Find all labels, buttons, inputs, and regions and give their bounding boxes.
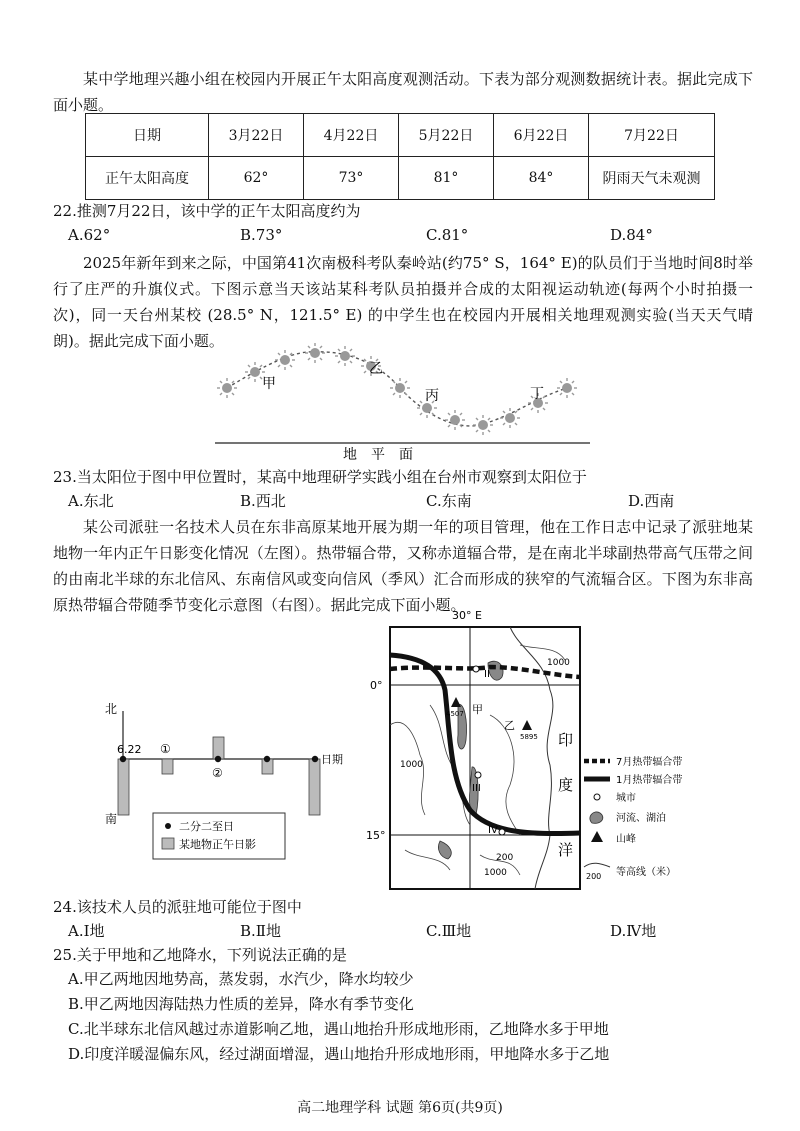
q24-option-b[interactable]: B.Ⅱ地 bbox=[240, 922, 281, 940]
q25-option-d[interactable]: D.印度洋暖湿偏东风，经过湖面增湿，遇山地抬升形成地形雨，甲地降水多于乙地 bbox=[68, 1045, 610, 1063]
position-label-bing: 丙 bbox=[425, 388, 439, 404]
place-label-III: III bbox=[472, 783, 481, 794]
q22-option-c[interactable]: C.81° bbox=[426, 226, 469, 244]
shadow-bar bbox=[213, 737, 224, 759]
place-label-II: II bbox=[484, 669, 490, 680]
q24-option-c[interactable]: C.Ⅲ地 bbox=[426, 922, 472, 940]
east-africa-map bbox=[360, 605, 730, 895]
solstice-dot bbox=[264, 756, 270, 762]
solstice-dot bbox=[120, 756, 126, 762]
legend-january-label: 1月热带辐合带 bbox=[616, 775, 683, 786]
sun-icon bbox=[557, 378, 577, 398]
lat-0-label: 0° bbox=[370, 679, 383, 692]
solstice-dot bbox=[215, 756, 221, 762]
q22-option-d[interactable]: D.84° bbox=[610, 226, 653, 244]
ocean-label-3: 洋 bbox=[558, 841, 574, 859]
marker-1: ① bbox=[160, 742, 171, 756]
position-label-yi: 乙 bbox=[369, 361, 383, 377]
question-24-stem: 24.该技术人员的派驻地可能位于图中 bbox=[53, 898, 302, 916]
sun-icon bbox=[335, 346, 355, 366]
table-cell: 正午太阳高度 bbox=[86, 157, 209, 200]
q24-option-d[interactable]: D.Ⅳ地 bbox=[610, 922, 657, 940]
sun-icon bbox=[217, 378, 237, 398]
peak-label-1: 4507 bbox=[446, 710, 464, 718]
date-axis-label: 日期 bbox=[321, 753, 343, 766]
place-label-IV: IV bbox=[488, 825, 498, 836]
q23-option-a[interactable]: A.东北 bbox=[68, 492, 114, 510]
sun-path-diagram bbox=[205, 340, 595, 460]
intro-paragraph-3: 某公司派驻一名技术人员在东非高原某地开展为期一年的项目管理，他在工作日志中记录了派驻地某地物一年内正午日影变化情况（左图）。热带辐合带，又称赤道辐合带，是在南北半球副热带高气压带之间的由南北半球的东北信风、东南信风或变向信风（季风）汇合而形成的狭窄的气流辐合区。下图为东非高原热带辐合带随季节变化示意图（右图）。据此完成下面小题。 bbox=[53, 518, 753, 614]
contour-label: 1000 bbox=[547, 658, 570, 668]
city-icon bbox=[473, 666, 479, 672]
shadow-chart bbox=[95, 695, 355, 865]
sun-icon bbox=[390, 378, 410, 398]
q22-option-a[interactable]: A.62° bbox=[68, 226, 111, 244]
table-cell: 7月22日 bbox=[589, 114, 715, 157]
table-cell: 日期 bbox=[86, 114, 209, 157]
sun-icon bbox=[275, 350, 295, 370]
legend-contour-icon bbox=[584, 863, 610, 867]
question-25-stem: 25.关于甲地和乙地降水，下列说法正确的是 bbox=[53, 946, 347, 964]
legend-july-label: 7月热带辐合带 bbox=[616, 757, 683, 768]
position-label-ding: 丁 bbox=[530, 386, 544, 402]
table-cell: 4月22日 bbox=[304, 114, 399, 157]
city-icon bbox=[475, 772, 481, 778]
north-label: 北 bbox=[105, 702, 118, 716]
table-cell: 5月22日 bbox=[399, 114, 494, 157]
q25-option-b[interactable]: B.甲乙两地因海陆热力性质的差异，降水有季节变化 bbox=[68, 995, 414, 1013]
position-label-jia: 甲 bbox=[262, 376, 276, 392]
table-cell: 73° bbox=[304, 157, 399, 200]
table-cell: 84° bbox=[494, 157, 589, 200]
horizon-label: 地 平 面 bbox=[343, 447, 413, 460]
legend-peak-label: 山峰 bbox=[616, 834, 636, 845]
legend-dot-icon bbox=[165, 823, 171, 829]
south-label: 南 bbox=[105, 812, 118, 826]
legend-dot-label: 二分二至日 bbox=[179, 820, 234, 833]
q23-option-c[interactable]: C.东南 bbox=[426, 492, 472, 510]
q24-option-a[interactable]: A.Ⅰ地 bbox=[68, 922, 105, 940]
observation-table bbox=[85, 113, 715, 200]
q25-option-a[interactable]: A.甲乙两地因地势高，蒸发弱，水汽少，降水均较少 bbox=[68, 970, 414, 988]
q22-option-b[interactable]: B.73° bbox=[240, 226, 283, 244]
contour-label: 1000 bbox=[484, 868, 507, 878]
legend-city-icon bbox=[594, 794, 600, 800]
table-cell: 6月22日 bbox=[494, 114, 589, 157]
place-label-yi: 乙 bbox=[504, 719, 515, 732]
shadow-bar bbox=[309, 759, 320, 815]
city-icon bbox=[499, 829, 505, 835]
intro-paragraph-2: 2025年新年到来之际，中国第41次南极科考队秦岭站(约75° S，164° E)的队员们于当地时间8时举行了庄严的升旗仪式。下图示意当天该站某科考队员拍摄并合成的太阳视运动轨迹(每两个小时拍摄一次)，同一天台州某校 (28.5° N，121.5° E) 的中学生也在校园内开展相关地理观测实验(当天天气晴朗)。据此完成下面小题。 bbox=[53, 254, 753, 350]
legend-city-label: 城市 bbox=[616, 793, 636, 804]
solstice-dot bbox=[312, 756, 318, 762]
marker-2: ② bbox=[212, 766, 223, 780]
sun-icon bbox=[305, 343, 325, 363]
table-cell: 阴雨天气未观测 bbox=[589, 157, 715, 200]
contour-label: 1000 bbox=[400, 760, 423, 770]
table-row bbox=[86, 157, 715, 200]
contour-label: 200 bbox=[496, 853, 514, 863]
table-header-row bbox=[86, 114, 715, 157]
longitude-label: 30° E bbox=[452, 609, 482, 622]
legend-lake-icon bbox=[590, 812, 603, 823]
intro-paragraph-1: 某中学地理兴趣小组在校园内开展正午太阳高度观测活动。下表为部分观测数据统计表。据此完成下面小题。 bbox=[53, 70, 753, 114]
question-22-stem: 22.推测7月22日，该中学的正午太阳高度约为 bbox=[53, 202, 361, 220]
lat-15-label: 15° bbox=[366, 829, 386, 842]
legend-peak-icon bbox=[591, 831, 603, 842]
sun-icon bbox=[445, 410, 465, 430]
table-cell: 3月22日 bbox=[209, 114, 304, 157]
legend-contour-number: 200 bbox=[586, 872, 602, 881]
page-footer: 高二地理学科 试题 第6页(共9页) bbox=[297, 1100, 503, 1116]
q23-option-b[interactable]: B.西北 bbox=[240, 492, 286, 510]
q23-option-d[interactable]: D.西南 bbox=[628, 492, 675, 510]
sun-icon bbox=[473, 415, 493, 435]
ocean-label-2: 度 bbox=[558, 776, 574, 794]
place-label-jia: 甲 bbox=[472, 703, 483, 716]
question-23-stem: 23.当太阳位于图中甲位置时，某高中地理研学实践小组在台州市观察到太阳位于 bbox=[53, 468, 587, 486]
shadow-bar bbox=[118, 759, 129, 815]
legend-contour-label: 等高线（米） bbox=[616, 867, 676, 878]
date-label: 6.22 bbox=[117, 743, 142, 756]
shadow-bar bbox=[162, 759, 173, 774]
ocean-label-1: 印 bbox=[558, 731, 574, 749]
legend-bar-label: 某地物正午日影 bbox=[179, 838, 256, 851]
legend-lake-label: 河流、湖泊 bbox=[616, 813, 666, 824]
sun-icon bbox=[500, 408, 520, 428]
table-cell: 62° bbox=[209, 157, 304, 200]
peak-label-2: 5895 bbox=[520, 733, 538, 741]
q25-option-c[interactable]: C.北半球东北信风越过赤道影响乙地，遇山地抬升形成地形雨，乙地降水多于甲地 bbox=[68, 1020, 609, 1038]
table-cell: 81° bbox=[399, 157, 494, 200]
legend-bar-icon bbox=[162, 838, 174, 849]
